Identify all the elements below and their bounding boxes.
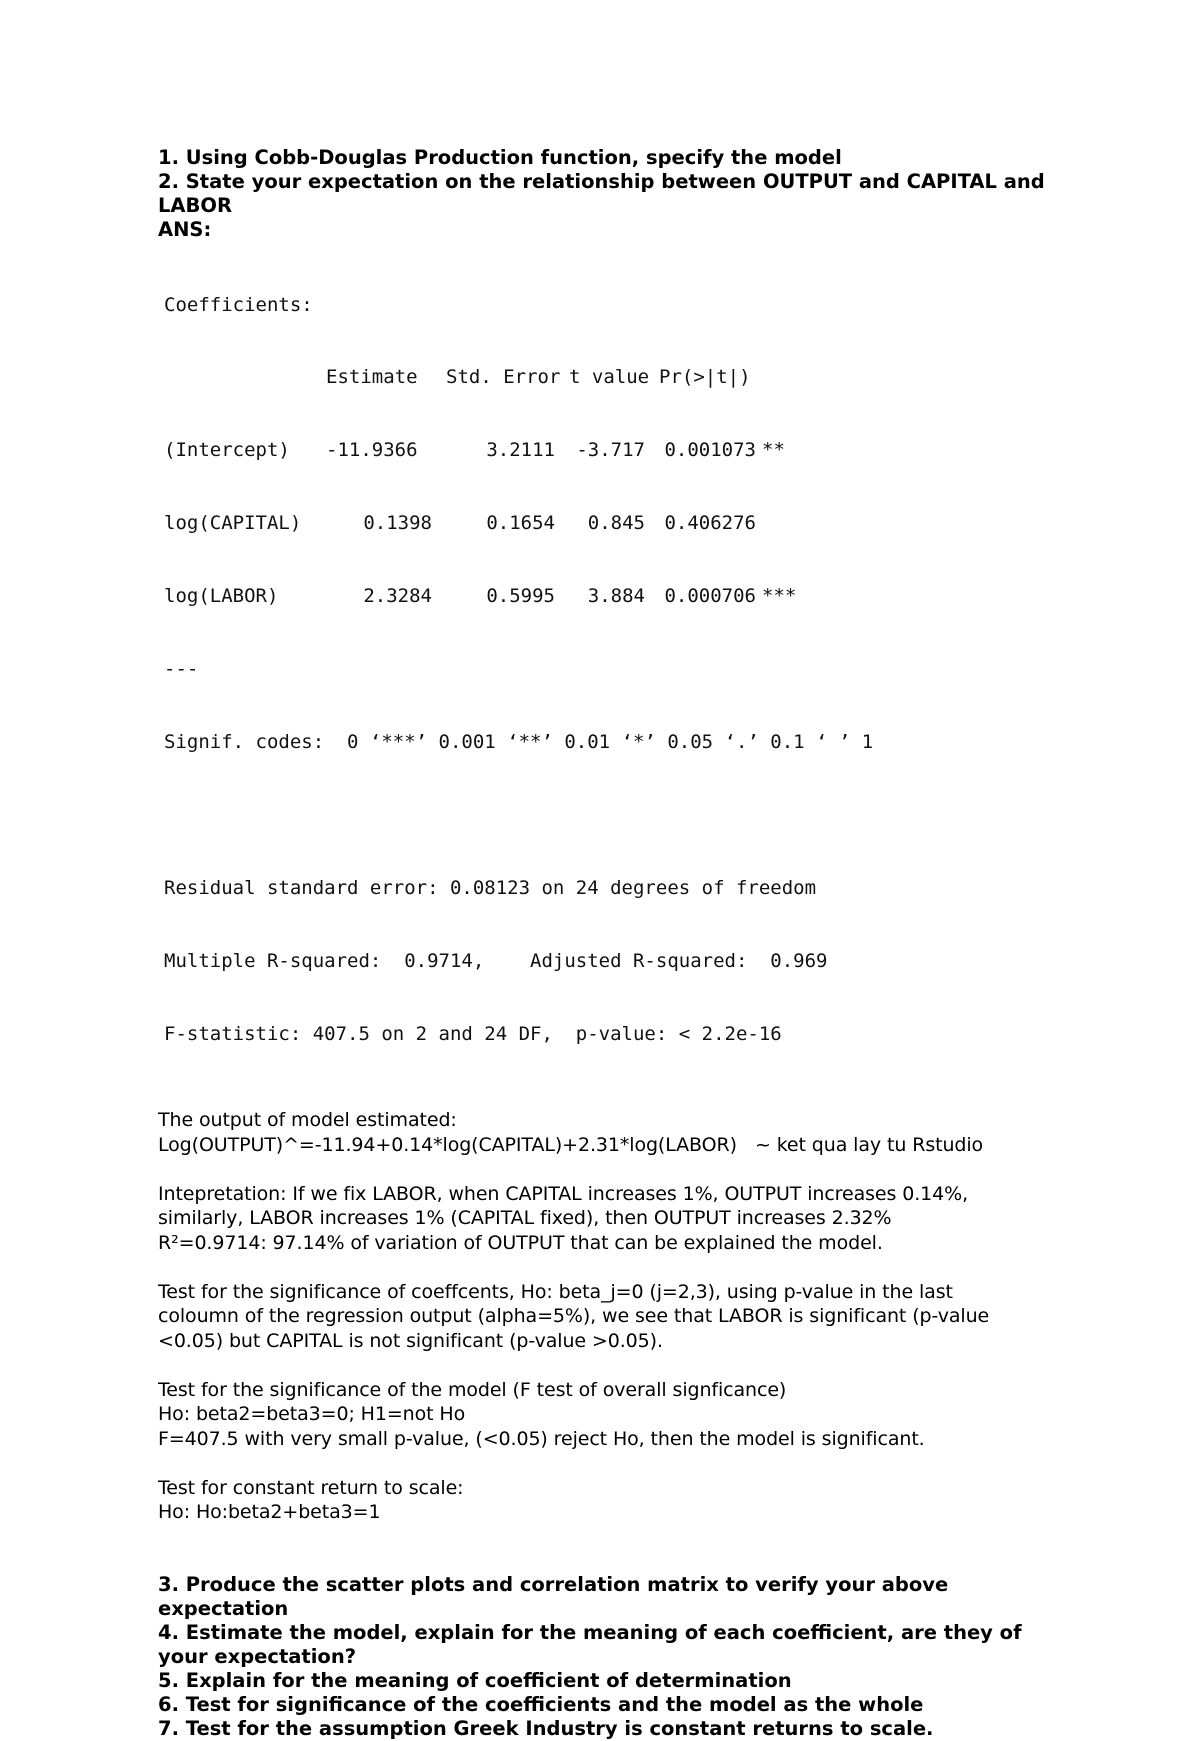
coefficients-title: Coefficients: <box>164 293 313 316</box>
crs-test-line-2: Ho: Ho:beta2+beta3=1 <box>158 1501 381 1524</box>
model-note: ~ ket qua lay tu Rstudio <box>754 1133 984 1156</box>
separator: --- <box>164 658 199 681</box>
coef-test-line-3: <0.05) but CAPITAL is not significant (p-value >0.05). <box>158 1329 663 1352</box>
model-intro: The output of model estimated: <box>158 1109 457 1132</box>
header-std-error: Std. Error <box>446 366 561 389</box>
signif-codes: Signif. codes: 0 ‘***’ 0.001 ‘**’ 0.01 ‘*’ 0.05 ‘.’ 0.1 ‘ ’ 1 <box>164 730 874 753</box>
coefficient-row-labor: log(LABOR) 2.3284 0.5995 3.884 0.000706 *** <box>164 585 797 608</box>
document-page <box>158 146 1088 1741</box>
model-test-line-2: Ho: beta2=beta3=0; H1=not Ho <box>158 1403 466 1426</box>
interpretation-line-2: similarly, LABOR increases 1% (CAPITAL fixed), then OUTPUT increases 2.32% <box>158 1207 892 1230</box>
interpretation-line-3: R²=0.9714: 97.14% of variation of OUTPUT that can be explained the model. <box>158 1231 883 1254</box>
coef-test-line-1: Test for the significance of coeffcents, Ho: beta_j=0 (j=2,3), using p-value in the last <box>158 1280 953 1303</box>
residual-standard-error: Residual standard error: 0.08123 on 24 degrees of freedom <box>164 876 817 899</box>
coef-test-line-2: coloumn of the regression output (alpha=5%), we see that LABOR is significant (p-value <box>158 1305 990 1328</box>
ans-label: ANS: <box>158 218 212 241</box>
question-5: 5. Explain for the meaning of coefficient of determination <box>158 1668 792 1692</box>
question-6: 6. Test for significance of the coefficients and the model as the whole <box>158 1692 924 1716</box>
question-3: 3. Produce the scatter plots and correlation matrix to verify your above expectation <box>158 1572 949 1620</box>
coefficients-header <box>164 365 1088 389</box>
r-squared-line: Multiple R-squared: 0.9714, Adjusted R-squared: 0.969 <box>164 949 828 972</box>
header-t-value: t value <box>569 366 650 389</box>
f-statistic-line: F-statistic: 407.5 on 2 and 24 DF, p-value: < 2.2e-16 <box>164 1022 782 1045</box>
model-equation: Log(OUTPUT)^=-11.94+0.14*log(CAPITAL)+2.31*log(LABOR) <box>158 1133 737 1156</box>
regression-output <box>164 244 1088 1094</box>
header-estimate: Estimate <box>326 366 418 389</box>
model-equation-line <box>158 1133 1088 1158</box>
question-7: 7. Test for the assumption Greek Industry is constant returns to scale. <box>158 1716 934 1740</box>
model-test-line-3: F=407.5 with very small p-value, (<0.05) reject Ho, then the model is significant. <box>158 1427 925 1450</box>
interpretation-line-1: Intepretation: If we fix LABOR, when CAPITAL increases 1%, OUTPUT increases 0.14%, <box>158 1182 969 1205</box>
crs-test-line-1: Test for constant return to scale: <box>158 1476 464 1499</box>
question-1: 1. Using Cobb-Douglas Production function, specify the model <box>158 146 842 169</box>
question-2: 2. State your expectation on the relationship between OUTPUT and CAPITAL and LABOR <box>158 170 1045 217</box>
header-p-value: Pr(>|t|) <box>659 366 751 389</box>
model-test-line-1: Test for the significance of the model (F test of overall signficance) <box>158 1378 787 1401</box>
coefficient-row-capital: log(CAPITAL) 0.1398 0.1654 0.845 0.406276 <box>164 512 756 535</box>
question-4: 4. Estimate the model, explain for the meaning of each coefficient, are they of your expectation? <box>158 1620 1022 1668</box>
coefficient-row-intercept: (Intercept) -11.9366 3.2111 -3.717 0.001073 ** <box>164 439 785 462</box>
